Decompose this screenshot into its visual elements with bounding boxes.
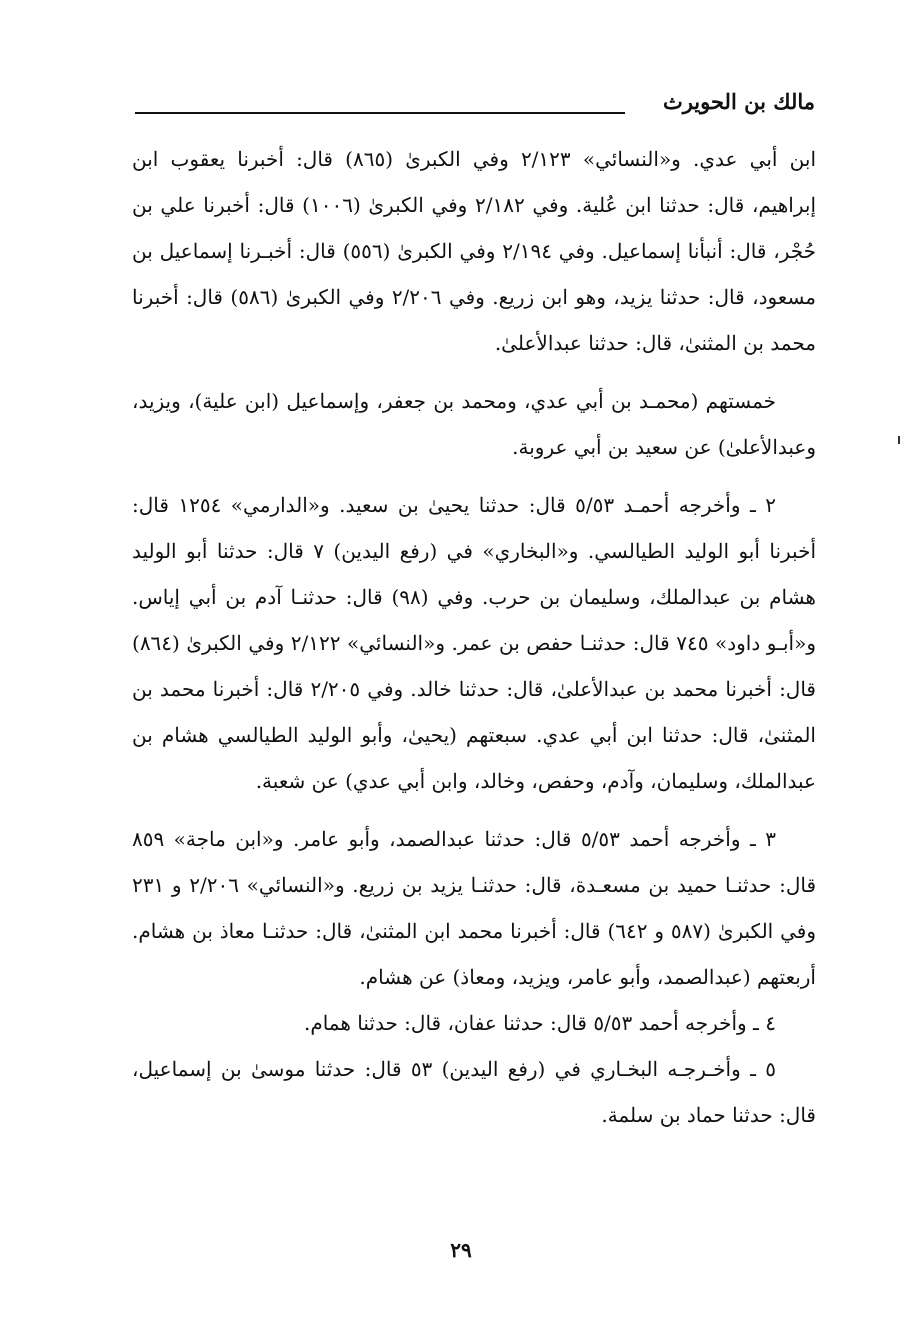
header-rule [135, 112, 625, 114]
paragraph-summary: خمستهم (محمـد بن أبي عدي، ومحمد بن جعفر، وإسماعيل (ابن علية)، ويزيد، وعبدالأعلىٰ) عن سعيد بن أبي عروبة. [132, 389, 816, 459]
paragraph-item-2: ٢ ـ وأخرجه أحمـد ٥/٥٣ قال: حدثنا يحيىٰ بن سعيد. و«الدارمي» ١٢٥٤ قال: أخبرنا أبو الوليد الطيالسي. و«البخاري» في (رفع اليدين) ٧ قال: حدثنا أبو الوليد هشام بن عبدالملك، وسليمان بن حرب. وفي (٩٨) قال: حدثنـا آدم بن أبي إياس. و«أبـو داود» ٧٤٥ قال: حدثنـا حفص بن عمر. و«النسائي» ٢/١٢٢ وفي الكبرىٰ (٨٦٤) قال: أخبرنا محمد بن عبدالأعلىٰ، قال: حدثنا خالد. وفي ٢/٢٠٥ قال: أخبرنا محمد بن المثنىٰ، قال: حدثنا ابن أبي عدي. سبعتهم (يحيىٰ، وأبو الوليد الطيالسي هشام بن عبدالملك، وسليمان، وآدم، وحفص، وخالد، وابن أبي عدي) عن شعبة. [132, 493, 817, 793]
paragraph-item-4: ٤ ـ وأخرجه أحمد ٥/٥٣ قال: حدثنا عفان، قال: حدثنا همام. [303, 1011, 776, 1035]
paragraph-item-3: ٣ ـ وأخرجه أحمد ٥/٥٣ قال: حدثنا عبدالصمد، وأبو عامر. و«ابن ماجة» ٨٥٩ قال: حدثنـا حميد بن مسعـدة، قال: حدثنـا يزيد بن زريع. و«النسائي» ٢/٢٠٦ و ٢٣١ وفي الكبرىٰ (٥٨٧ و ٦٤٢) قال: أخبرنا محمد ابن المثنىٰ، قال: حدثنـا معاذ بن هشام. أربعتهم (عبدالصمد، وأبو عامر، ويزيد، ومعاذ) عن هشام. [132, 827, 817, 989]
margin-mark [898, 436, 900, 444]
header-title: مالك بن الحويرث [662, 89, 815, 114]
paragraph-continuation: ابن أبي عدي. و«النسائي» ٢/١٢٣ وفي الكبرىٰ (٨٦٥) قال: أخبرنا يعقوب ابن إبراهيم، قال: حدثنا ابن عُلية. وفي ٢/١٨٢ وفي الكبرىٰ (١٠٠٦) قال: أخبرنا علي بن حُجْر، قال: أنبأنا إسماعيل. وفي ٢/١٩٤ وفي الكبرىٰ (٥٥٦) قال: أخبـرنا إسماعيل بن مسعود، قال: حدثنا يزيد، وهو ابن زريع. وفي ٢/٢٠٦ وفي الكبرىٰ (٥٨٦) قال: أخبرنا محمد بن المثنىٰ، قال: حدثنا عبدالأعلىٰ. [132, 147, 817, 355]
running-header [135, 88, 815, 120]
page-number: ٢٩ [450, 1238, 472, 1262]
paragraph-item-5: ٥ ـ وأخـرجـه البخـاري في (رفع اليدين) ٥٣ قال: حدثنا موسىٰ بن إسماعيل، قال: حدثنا حماد بن سلمة. [132, 1057, 816, 1127]
page-body [132, 136, 816, 1138]
